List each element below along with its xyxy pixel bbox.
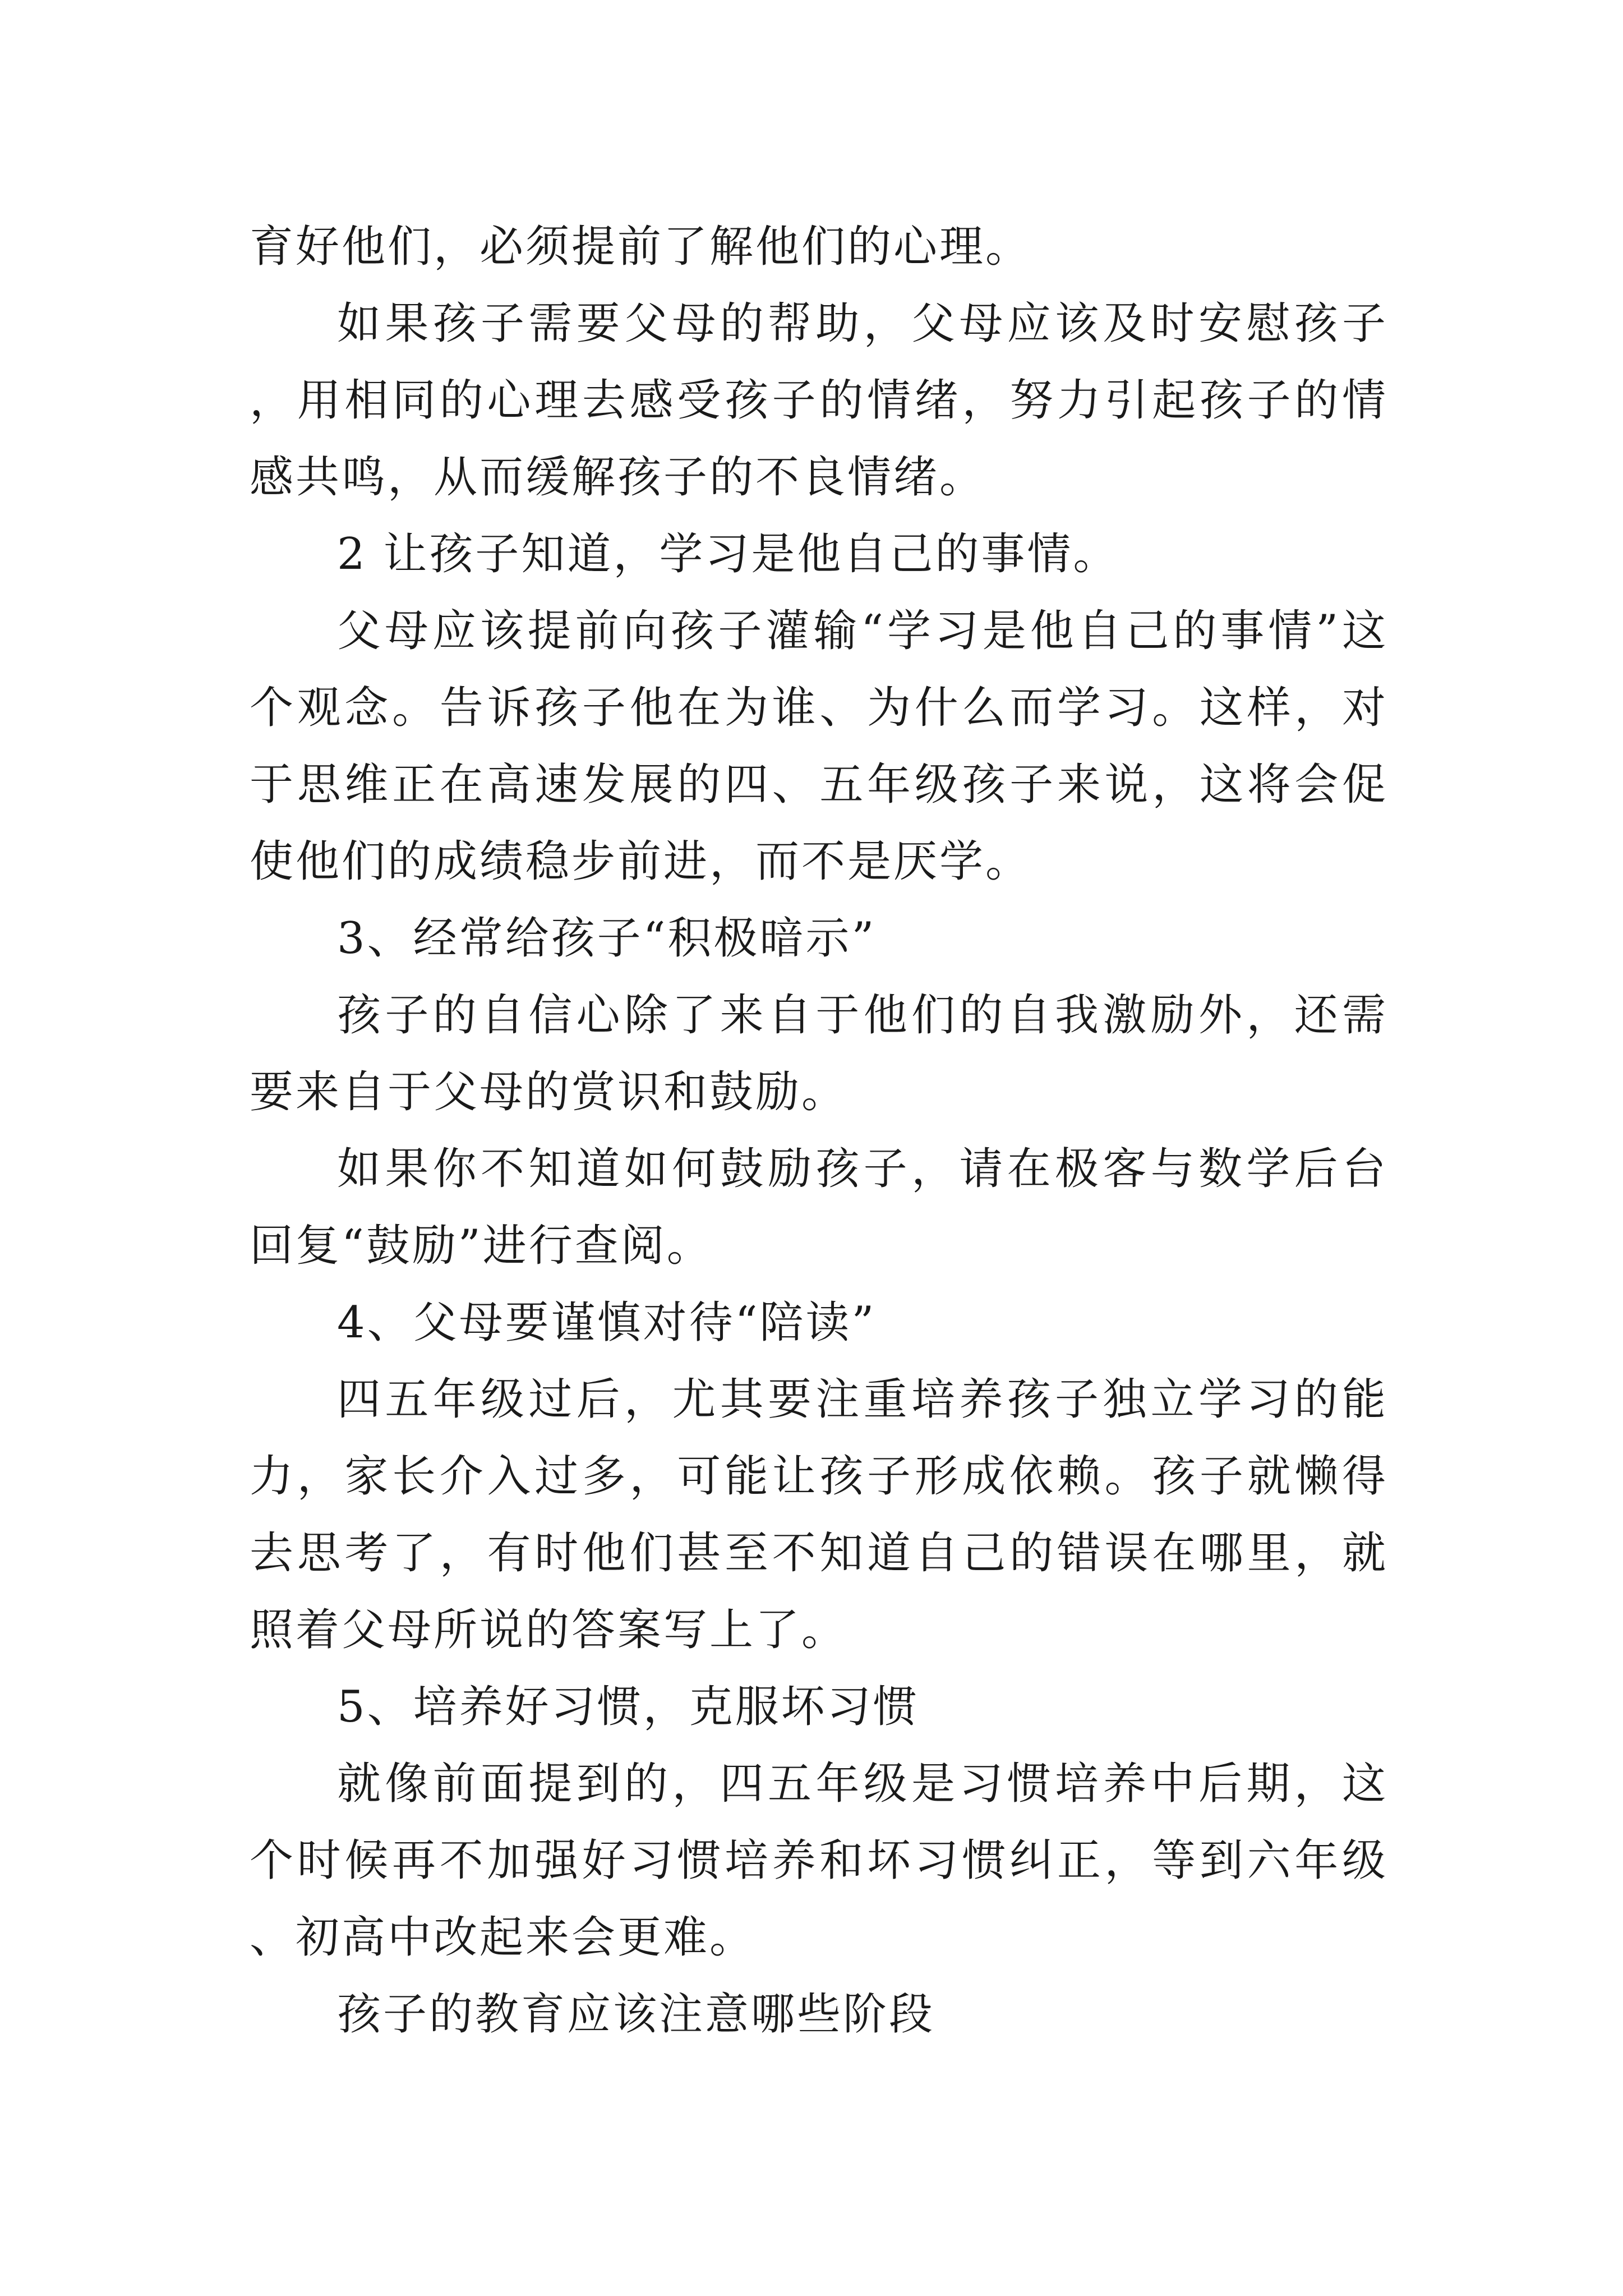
paragraph-1: 育好他们，必须提前了解他们的心理。 [250, 222, 1032, 272]
paragraph-3-heading: 2 让孩子知道，学习是他自己的事情。 [337, 529, 1119, 579]
paragraph-2: 如果孩子需要父母的帮助，父母应该及时安慰孩子，用相同的心理去感受孩子的情绪，努力引起孩子的情感共鸣，从而缓解孩子的不良情绪。 [250, 298, 1388, 503]
paragraph-11: 就像前面提到的，四五年级是习惯培养中后期，这个时候再不加强好习惯培养和坏习惯纠正，等到六年级、初高中改起来会更难。 [250, 1759, 1388, 1963]
paragraph-9: 四五年级过后，尤其要注重培养孩子独立学习的能力，家长介入过多，可能让孩子形成依赖。孩子就懒得去思考了，有时他们甚至不知道自己的错误在哪里，就照着父母所说的答案写上了。 [250, 1374, 1388, 1655]
paragraph-8-heading: 4、父母要谨慎对待“陪读” [337, 1297, 877, 1348]
document-body [250, 209, 1388, 2053]
paragraph-12: 孩子的教育应该注意哪些阶段 [337, 1989, 935, 2040]
paragraph-6: 孩子的自信心除了来自于他们的自我激励外，还需要来自于父母的赏识和鼓励。 [250, 990, 1388, 1117]
paragraph-4: 父母应该提前向孩子灌输“学习是他自己的事情”这个观念。告诉孩子他在为谁、为什么而学习。这样，对于思维正在高速发展的四、五年级孩子来说，这将会促使他们的成绩稳步前进，而不是厌学。 [250, 606, 1388, 887]
paragraph-5-heading: 3、经常给孩子“积极暗示” [337, 913, 877, 964]
paragraph-10-heading: 5、培养好习惯，克服坏习惯 [337, 1682, 919, 1732]
paragraph-7: 如果你不知道如何鼓励孩子，请在极客与数学后台回复“鼓励”进行查阅。 [250, 1144, 1388, 1271]
